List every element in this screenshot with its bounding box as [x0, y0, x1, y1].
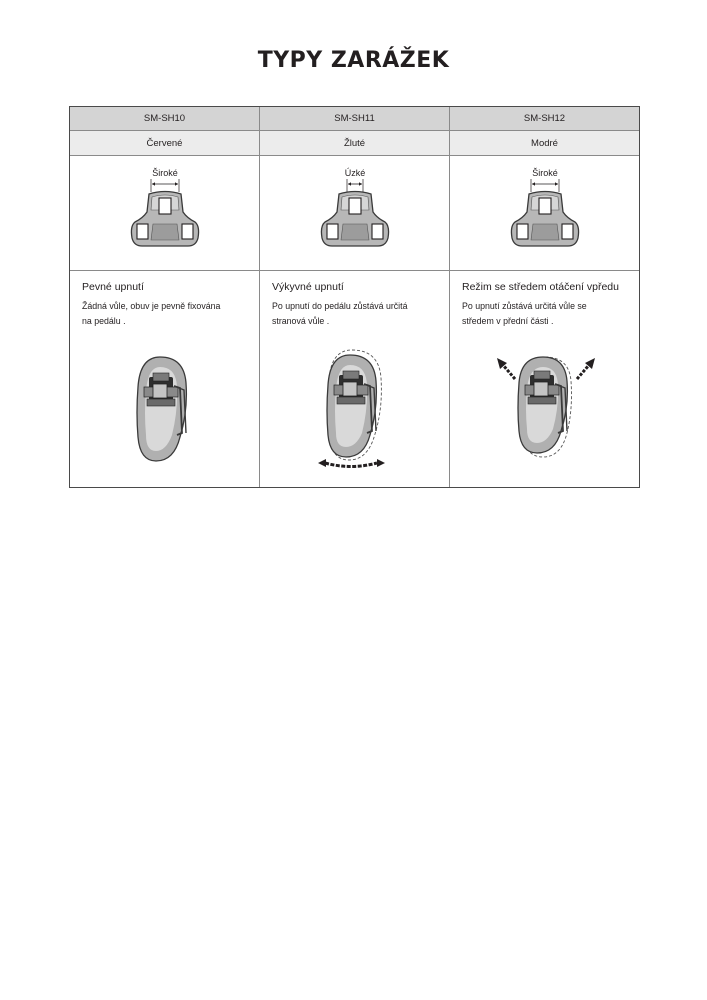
cleat-illustration	[310, 160, 400, 260]
width-label: Široké	[151, 168, 178, 178]
shoe-front-pivot-illustration	[485, 351, 605, 461]
cleat-cell-sh12	[450, 156, 639, 270]
width-label: Úzké	[344, 168, 365, 178]
page-title: TYPY ZARÁŽEK	[257, 48, 450, 73]
mode-title: Pevné upnutí	[82, 281, 144, 293]
width-label: Široké	[531, 168, 558, 178]
model-row	[70, 107, 639, 131]
cleat-illustration	[500, 160, 590, 260]
mode-title: Režim se středem otáčení vpředu	[462, 281, 619, 293]
mode-cell-sh10	[70, 271, 260, 487]
color-cell-sh11: Žluté	[260, 131, 450, 155]
cleat-row	[70, 156, 639, 271]
mode-cell-sh12	[450, 271, 639, 487]
shoe-float-illustration	[305, 346, 405, 471]
cleat-cell-sh10	[70, 156, 260, 270]
cleat-types-table	[69, 106, 640, 488]
shoe-fixed-illustration	[120, 353, 210, 468]
mode-description: Žádná vůle, obuv je pevně fixována na pedálu .	[82, 301, 221, 326]
mode-cell-sh11	[260, 271, 450, 487]
description-row	[70, 271, 639, 487]
mode-title: Výkyvné upnutí	[272, 281, 344, 293]
color-row	[70, 131, 639, 156]
color-cell-sh10: Červené	[70, 131, 260, 155]
model-cell-sh12: SM-SH12	[523, 113, 566, 124]
cleat-cell-sh11	[260, 156, 450, 270]
model-cell-sh11: SM-SH11	[260, 107, 450, 130]
cleat-illustration	[120, 160, 210, 260]
color-cell-sh12: Modré	[531, 137, 558, 149]
mode-description: Po upnutí zůstává určitá vůle se středem v přední části .	[462, 301, 587, 326]
model-cell-sh10: SM-SH10	[70, 107, 260, 130]
mode-description: Po upnutí do pedálu zůstává určitá stranová vůle .	[272, 301, 408, 326]
